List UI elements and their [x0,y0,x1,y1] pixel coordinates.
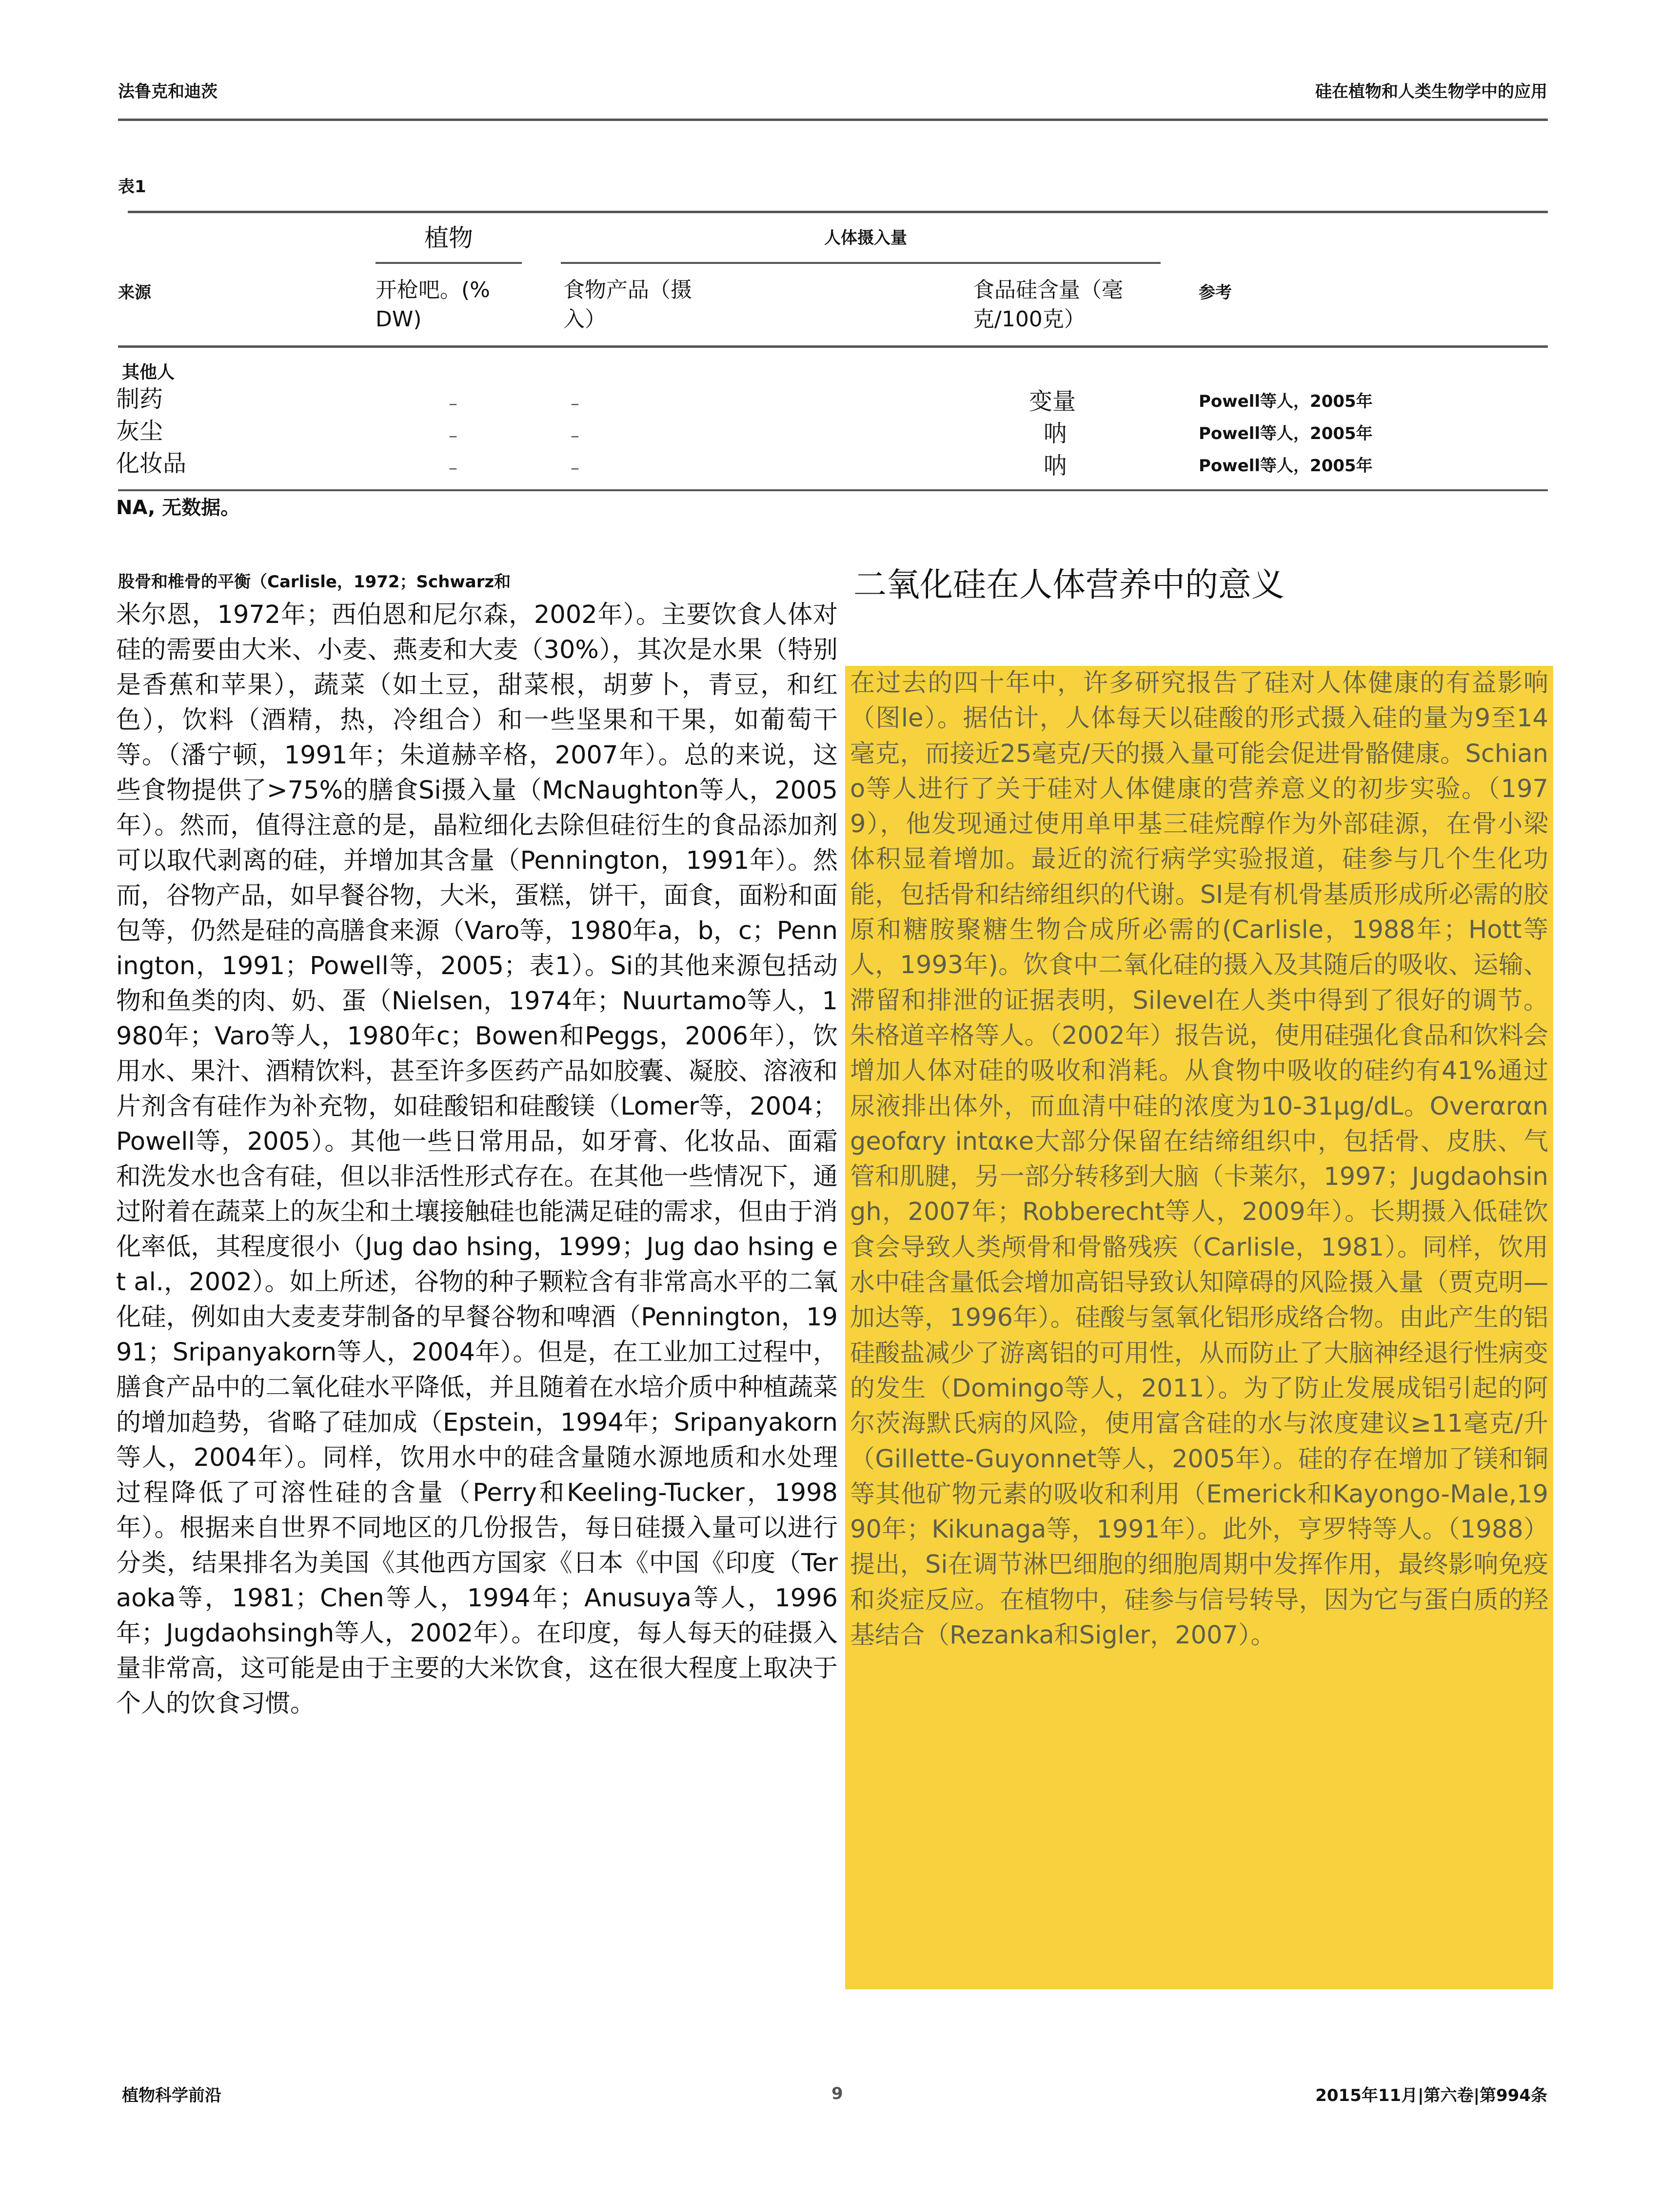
table-row-2-reference: Powell等人，2005年 [1199,424,1373,443]
table-row-1-plant-si: – [449,394,457,414]
table-header-rule [118,345,1548,348]
footer-page-number: 9 [831,2084,843,2103]
table-row-1-food-si: 变量 [1029,388,1076,415]
table-col-plant-si: 开枪吧。(% DW) [376,278,490,332]
table-row-1-food-product: – [571,394,579,414]
table-col-source: 来源 [118,283,151,302]
table-row-3-source: 化妆品 [116,450,187,477]
table-bottom-rule [118,489,1548,491]
right-column-paragraph: 在过去的四十年中，许多研究报告了硅对人体健康的有益影响（图le）。据估计，人体每天以硅酸的形式摄入硅的量为9至14毫克，而接近25毫克/天的摄入量可能会促进骨骼健康。Schiano等人进行了关于硅对人体健康的营养意义的初步实验。（1979），他发现通过使用单甲基三硅烷醇作为外部硅源，在骨小梁体积显着增加。最近的流行病学实验报道，硅参与几个生化功能，包括骨和结缔组织的代谢。SI是有机骨基质形成所必需的胶原和糖胺聚糖生物合成所必需的(Carlisle，1988年；Hott等人，1993年)。饮食中二氧化硅的摄入及其随后的吸收、运输、滞留和排泄的证据表明，Silevel在人类中得到了很好的调节。朱格道辛格等人。（2002年）报告说，使用硅强化食品和饮料会增加人体对硅的吸收和消耗。从食物中吸收的硅约有41%通过尿液排出体外，而血清中硅的浓度为10-31μg/dL。Overαrαngeofαry intακe大部分保留在结缔组织中，包括骨、皮肤、气管和肌腱，另一部分转移到大脑（卡莱尔，1997；Jugdaohsingh，2007年；Robberecht等人，2009年）。长期摄入低硅饮食会导致人类颅骨和骨骼残疾（Carlisle，1981）。同样，饮用水中硅含量低会增加高铝导致认知障碍的风险摄入量（贾克明—加达等，1996年）。硅酸与氢氧化铝形成络合物。由此产生的铝硅酸盐减少了游离铝的可用性，从而防止了大脑神经退行性病变的发生（Domingo等人，2011）。为了防止发展成铝引起的阿尔茨海默氏病的风险，使用富含硅的水与浓度建议≥11毫克/升（Gillette-Guyonnet等人，2005年）。硅的存在增加了镁和铜等其他矿物元素的吸收和利用（Emerick和Kayongo-Male,1990年；Kikunaga等，1991年）。此外，亨罗特等人。（1988）提出，Si在调节淋巴细胞的细胞周期中发挥作用，最终影响免疫和炎症反应。在植物中，硅参与信号转导，因为它与蛋白质的羟基结合（Rezanka和Sigler，2007）。 [850,669,1548,1650]
table-row-2-food-si: 呐 [1044,420,1067,447]
table-footnote: NA, 无数据。 [116,497,240,519]
table-row-1-source: 制药 [116,385,163,413]
table-group-header-human-intake: 人体摄入量 [824,228,907,248]
table-caption: 表1 [118,177,146,197]
running-header-left: 法鲁克和迪茨 [118,82,217,101]
table-col-food-si-content: 食品硅含量（毫克/100克） [973,278,1123,332]
table-row-3-food-si: 呐 [1044,452,1067,480]
table-row-2-plant-si: – [449,426,457,446]
table-row-2-source: 灰尘 [116,418,163,445]
left-lead-line: 股骨和椎骨的平衡（Carlisle，1972；Schwarz和 [118,572,511,592]
table-col-food-product: 食物产品（摄入） [563,278,692,332]
human-group-rule [561,262,1161,264]
table-group-header-plant: 植物 [424,224,473,252]
table-top-rule [128,211,1548,213]
section-title: 二氧化硅在人体营养中的意义 [853,566,1285,604]
table-row-2-food-product: – [571,426,579,446]
table-row-3-food-product: – [571,458,579,478]
footer-citation: 2015年11月|第六卷|第994条 [1315,2086,1547,2105]
table-row-3-plant-si: – [449,458,457,478]
footer-journal: 植物科学前沿 [122,2086,221,2105]
table-col-reference: 参考 [1199,283,1232,302]
plant-group-rule [376,262,522,264]
running-header-right: 硅在植物和人类生物学中的应用 [1315,82,1547,101]
table-section-label: 其他人 [122,362,175,382]
table-row-3-reference: Powell等人，2005年 [1199,456,1373,476]
header-rule [118,119,1548,121]
left-column-paragraph: 米尔恩，1972年；西伯恩和尼尔森，2002年）。主要饮食人体对硅的需要由大米、小麦、燕麦和大麦（30%），其次是水果（特别是香蕉和苹果），蔬菜（如土豆，甜菜根，胡萝卜，青豆，和红色），饮料（酒精，热，冷组合）和一些坚果和干果，如葡萄干等。（潘宁顿，1991年；朱道赫辛格，2007年）。总的来说，这些食物提供了>75%的膳食Si摄入量（McNaughton等人，2005年）。然而，值得注意的是，晶粒细化去除但硅衍生的食品添加剂可以取代剥离的硅，并增加其含量（Pennington，1991年）。然而，谷物产品，如早餐谷物，大米，蛋糕，饼干，面食，面粉和面包等，仍然是硅的高膳食来源（Varo等，1980年a，b，c；Pennington，1991；Powell等，2005；表1）。Si的其他来源包括动物和鱼类的肉、奶、蛋（Nielsen，1974年；Nuurtamo等人，1980年；Varo等人，1980年c；Bowen和Peggs，2006年），饮用水、果汁、酒精饮料，甚至许多医药产品如胶囊、凝胶、溶液和片剂含有硅作为补充物，如硅酸铝和硅酸镁（Lomer等，2004；Powell等，2005）。其他一些日常用品，如牙膏、化妆品、面霜和洗发水也含有硅，但以非活性形式存在。在其他一些情况下，通过附着在蔬菜上的灰尘和土壤接触硅也能满足硅的需求，但由于消化率低，其程度很小（Jug dao hsing，1999；Jug dao hsing et al.，2002）。如上所述，谷物的种子颗粒含有非常高水平的二氧化硅，例如由大麦麦芽制备的早餐谷物和啤酒（Pennington，1991；Sripanyakorn等人，2004年）。但是，在工业加工过程中，膳食产品中的二氧化硅水平降低，并且随着在水培介质中种植蔬菜的增加趋势，省略了硅加成（Epstein，1994年；Sripanyakorn等人，2004年）。同样，饮用水中的硅含量随水源地质和水处理过程降低了可溶性硅的含量（Perry和Keeling-Tucker，1998年）。根据来自世界不同地区的几份报告，每日硅摄入量可以进行分类，结果排名为美国《其他西方国家《日本《中国《印度（Teraoka等，1981；Chen等人，1994年；Anusuya等人，1996年；Jugdaohsingh等人，2002年）。在印度，每人每天的硅摄入量非常高，这可能是由于主要的大米饮食，这在很大程度上取决于个人的饮食习惯。 [116,600,838,1718]
table-row-1-reference: Powell等人，2005年 [1199,392,1373,411]
